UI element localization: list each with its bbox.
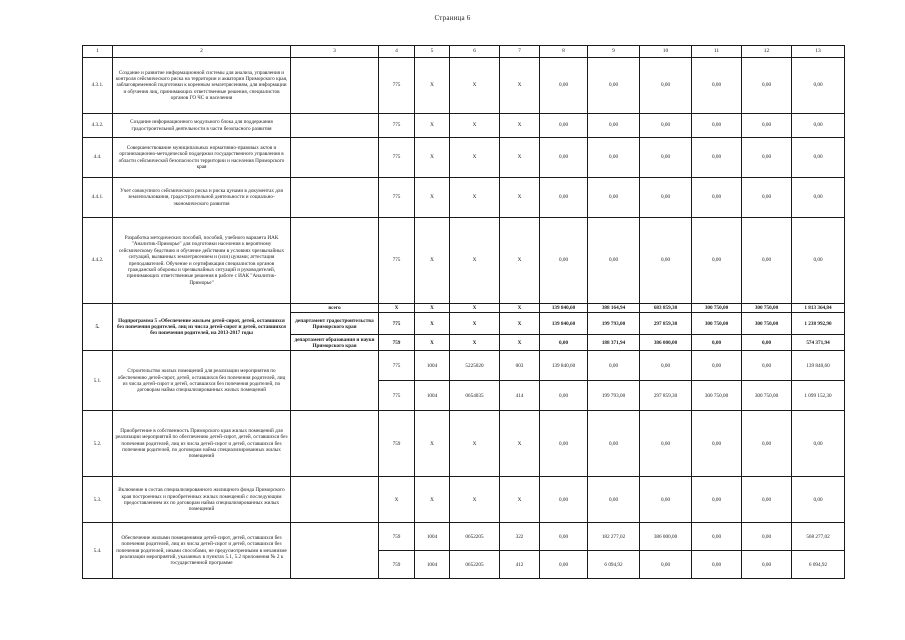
row-description: Создание информационного модульного блока для поддержания градостроительной деятельности в части безопасного развития bbox=[113, 114, 291, 138]
row-number: 5.1. bbox=[83, 351, 113, 411]
cell-c4: 759 bbox=[379, 411, 415, 477]
cell-c5: 1004 bbox=[415, 351, 450, 381]
table-row bbox=[83, 58, 845, 114]
cell-c6: X bbox=[450, 335, 500, 351]
row-description: Обеспечение жилыми помещениями детей-сирот, детей, оставшихся без попечения родителей, лиц из числа детей-сирот и детей, оставшихся без попечения родителей, иными способами, не предусмотренными в механизме реализации мероприятий, указанных в пунктах 5.1, 5.2 приложения № 2 к государственной программе bbox=[113, 523, 291, 579]
cell-c7: X bbox=[500, 304, 540, 313]
header-cell: 10 bbox=[640, 46, 692, 58]
cell-c12: 0,00 bbox=[742, 114, 792, 138]
cell-c5: X bbox=[415, 335, 450, 351]
cell-c11: 0,00 bbox=[692, 477, 742, 523]
cell-c11: 300 750,00 bbox=[692, 381, 742, 411]
cell-c7: X bbox=[500, 58, 540, 114]
row-number: 5.2. bbox=[83, 411, 113, 477]
executor-cell bbox=[291, 523, 379, 579]
cell-c8: 0,00 bbox=[540, 551, 588, 579]
executor-cell bbox=[291, 477, 379, 523]
cell-c12: 0,00 bbox=[742, 523, 792, 551]
cell-c8: 0,00 bbox=[540, 218, 588, 304]
cell-c11: 0,00 bbox=[692, 114, 742, 138]
cell-c13: 6 094,92 bbox=[792, 551, 845, 579]
row-number: 5. bbox=[83, 304, 113, 351]
cell-c6: X bbox=[450, 218, 500, 304]
cell-c10: 0,00 bbox=[640, 218, 692, 304]
row-number: 5.3. bbox=[83, 477, 113, 523]
executor-cell bbox=[291, 58, 379, 114]
cell-c13: 0,00 bbox=[792, 411, 845, 477]
cell-c4: 759 bbox=[379, 551, 415, 579]
cell-c12: 300 750,00 bbox=[742, 304, 792, 313]
cell-c10: 386 000,00 bbox=[640, 335, 692, 351]
cell-c8: 0,00 bbox=[540, 523, 588, 551]
cell-c5: X bbox=[415, 304, 450, 313]
page-title: Страница 6 bbox=[434, 14, 471, 22]
cell-c11: 0,00 bbox=[692, 138, 742, 178]
cell-c9: 188 371,94 bbox=[588, 335, 640, 351]
header-cell: 8 bbox=[540, 46, 588, 58]
cell-c7: 412 bbox=[500, 551, 540, 579]
cell-c4: 775 bbox=[379, 381, 415, 411]
cell-c8: 0,00 bbox=[540, 381, 588, 411]
cell-c5: 1004 bbox=[415, 523, 450, 551]
cell-c11: 0,00 bbox=[692, 351, 742, 381]
row-description: Включение в состав специализированного жилищного фонда Приморского края построенных и приобретенных жилых помещений с последующим предоставлением их по договорам найма специализированных жилых помещений bbox=[113, 477, 291, 523]
table-row bbox=[83, 114, 845, 138]
table-row bbox=[83, 523, 845, 551]
header-cell: 1 bbox=[83, 46, 113, 58]
cell-c7: 414 bbox=[500, 381, 540, 411]
cell-c12: 0,00 bbox=[742, 335, 792, 351]
row-description: Строительство жилых помещений для реализации мероприятия по обеспечению детей-сирот, детей, оставшихся без попечения родителей, лиц из числа детей-сирот и детей, оставшихся без попечения родителей, по договорам найма специализированных жилых помещений bbox=[113, 351, 291, 411]
cell-c9: 388 164,94 bbox=[588, 304, 640, 313]
cell-c7: X bbox=[500, 178, 540, 218]
cell-c7: X bbox=[500, 313, 540, 335]
executor-cell bbox=[291, 411, 379, 477]
cell-c9: 0,00 bbox=[588, 351, 640, 381]
cell-c10: 0,00 bbox=[640, 351, 692, 381]
cell-c6: X bbox=[450, 313, 500, 335]
cell-c12: 0,00 bbox=[742, 58, 792, 114]
cell-c7: X bbox=[500, 114, 540, 138]
cell-c4: 775 bbox=[379, 114, 415, 138]
cell-c9: 0,00 bbox=[588, 58, 640, 114]
cell-c11: 0,00 bbox=[692, 335, 742, 351]
cell-c12: 0,00 bbox=[742, 551, 792, 579]
row-description: Создание и развитие информационной системы для анализа, управления и контроля сейсмического риска на территории и акватории Приморского края, заблаговременной подготовки к коренным землетрясениям, для информации и обучения лиц, принимающих ответственные решения, специалистов органов ГО ЧС и населения bbox=[113, 58, 291, 114]
cell-c4: 775 bbox=[379, 351, 415, 381]
cell-c6: X bbox=[450, 138, 500, 178]
cell-c13: 139 840,60 bbox=[792, 351, 845, 381]
program-table bbox=[82, 45, 845, 579]
cell-c6: X bbox=[450, 411, 500, 477]
header-cell: 9 bbox=[588, 46, 640, 58]
executor-cell: всего bbox=[291, 304, 379, 313]
cell-c7: X bbox=[500, 477, 540, 523]
cell-c8: 0,00 bbox=[540, 58, 588, 114]
cell-c4: 775 bbox=[379, 178, 415, 218]
cell-c9: 0,00 bbox=[588, 477, 640, 523]
cell-c10: 386 000,00 bbox=[640, 523, 692, 551]
cell-c5: X bbox=[415, 411, 450, 477]
header-cell: 3 bbox=[291, 46, 379, 58]
cell-c7: X bbox=[500, 138, 540, 178]
executor-cell: департамент образования и науки Приморского края bbox=[291, 335, 379, 351]
cell-c10: 0,00 bbox=[640, 477, 692, 523]
cell-c12: 300 750,00 bbox=[742, 313, 792, 335]
table-row bbox=[83, 138, 845, 178]
cell-c5: X bbox=[415, 138, 450, 178]
cell-c6: X bbox=[450, 477, 500, 523]
cell-c13: 574 371,94 bbox=[792, 335, 845, 351]
cell-c6: X bbox=[450, 178, 500, 218]
cell-c13: 0,00 bbox=[792, 114, 845, 138]
row-description: Приобретение в собственность Приморского края жилых помещений для реализации мероприятий по обеспечению детей-сирот, детей, оставшихся без попечения родителей, лиц из числа детей-сирот и детей, оставшихся без попечения родителей, по договорам найма специализированных жилых помещений bbox=[113, 411, 291, 477]
cell-c5: X bbox=[415, 178, 450, 218]
cell-c10: 683 859,30 bbox=[640, 304, 692, 313]
cell-c7: 322 bbox=[500, 523, 540, 551]
cell-c6: X bbox=[450, 114, 500, 138]
row-number: 4.3.2. bbox=[83, 114, 113, 138]
cell-c8: 0,00 bbox=[540, 178, 588, 218]
cell-c9: 0,00 bbox=[588, 218, 640, 304]
cell-c5: X bbox=[415, 58, 450, 114]
executor-cell bbox=[291, 114, 379, 138]
cell-c8: 139 840,60 bbox=[540, 304, 588, 313]
header-cell: 7 bbox=[500, 46, 540, 58]
cell-c9: 0,00 bbox=[588, 138, 640, 178]
cell-c13: 1 238 992,90 bbox=[792, 313, 845, 335]
cell-c4: 759 bbox=[379, 335, 415, 351]
cell-c13: 1 813 364,84 bbox=[792, 304, 845, 313]
cell-c10: 0,00 bbox=[640, 411, 692, 477]
cell-c12: 0,00 bbox=[742, 477, 792, 523]
cell-c9: 199 793,00 bbox=[588, 313, 640, 335]
cell-c10: 0,00 bbox=[640, 114, 692, 138]
row-number: 4.4.2. bbox=[83, 218, 113, 304]
cell-c9: 0,00 bbox=[588, 411, 640, 477]
cell-c11: 0,00 bbox=[692, 218, 742, 304]
cell-c6: 5225020 bbox=[450, 351, 500, 381]
cell-c6: 0654035 bbox=[450, 381, 500, 411]
executor-cell: департамент градостроительства Приморского края bbox=[291, 313, 379, 335]
cell-c13: 0,00 bbox=[792, 178, 845, 218]
cell-c10: 0,00 bbox=[640, 138, 692, 178]
executor-cell bbox=[291, 218, 379, 304]
header-cell: 12 bbox=[742, 46, 792, 58]
cell-c4: 775 bbox=[379, 313, 415, 335]
cell-c8: 0,00 bbox=[540, 335, 588, 351]
cell-c12: 0,00 bbox=[742, 411, 792, 477]
cell-c12: 0,00 bbox=[742, 351, 792, 381]
table-row bbox=[83, 351, 845, 381]
cell-c9: 182 277,02 bbox=[588, 523, 640, 551]
cell-c8: 139 840,60 bbox=[540, 351, 588, 381]
header-cell: 2 bbox=[113, 46, 291, 58]
cell-c11: 0,00 bbox=[692, 178, 742, 218]
cell-c9: 6 094,92 bbox=[588, 551, 640, 579]
table-row bbox=[83, 411, 845, 477]
cell-c4: 775 bbox=[379, 58, 415, 114]
row-description: Учет совокупного сейсмического риска и риска цунами в документах для землепользования, градостроительной деятельности и социально-экономического развития bbox=[113, 178, 291, 218]
header-cell: 13 bbox=[792, 46, 845, 58]
table-row bbox=[83, 178, 845, 218]
cell-c6: 0652205 bbox=[450, 551, 500, 579]
table-row bbox=[83, 477, 845, 523]
cell-c6: X bbox=[450, 304, 500, 313]
cell-c4: 775 bbox=[379, 138, 415, 178]
cell-c9: 199 793,00 bbox=[588, 381, 640, 411]
header-cell: 11 bbox=[692, 46, 742, 58]
cell-c10: 297 859,30 bbox=[640, 313, 692, 335]
cell-c8: 0,00 bbox=[540, 138, 588, 178]
cell-c6: 0652205 bbox=[450, 523, 500, 551]
executor-cell bbox=[291, 178, 379, 218]
cell-c4: X bbox=[379, 477, 415, 523]
row-number: 5.4. bbox=[83, 523, 113, 579]
cell-c11: 0,00 bbox=[692, 551, 742, 579]
cell-c11: 0,00 bbox=[692, 411, 742, 477]
cell-c13: 568 277,02 bbox=[792, 523, 845, 551]
header-cell: 6 bbox=[450, 46, 500, 58]
row-description: Совершенствование муниципальных нормативно-правовых актов и организационно-методической поддержки государственного управления в области сейсмической безопасности территории и населения Приморского края bbox=[113, 138, 291, 178]
row-number: 4.4. bbox=[83, 138, 113, 178]
cell-c5: X bbox=[415, 477, 450, 523]
cell-c7: X bbox=[500, 218, 540, 304]
header-cell: 4 bbox=[379, 46, 415, 58]
cell-c13: 0,00 bbox=[792, 218, 845, 304]
executor-cell bbox=[291, 138, 379, 178]
executor-cell bbox=[291, 351, 379, 411]
cell-c12: 0,00 bbox=[742, 178, 792, 218]
cell-c13: 0,00 bbox=[792, 138, 845, 178]
cell-c12: 0,00 bbox=[742, 218, 792, 304]
cell-c5: X bbox=[415, 218, 450, 304]
cell-c8: 0,00 bbox=[540, 114, 588, 138]
cell-c11: 300 750,00 bbox=[692, 313, 742, 335]
cell-c7: X bbox=[500, 411, 540, 477]
cell-c8: 139 840,60 bbox=[540, 313, 588, 335]
cell-c5: 1004 bbox=[415, 551, 450, 579]
row-description: Подпрограмма 5 «Обеспечение жильем детей-сирот, детей, оставшихся без попечения родителей, лиц из числа детей-сирот и детей, оставшихся без попечения родителей, на 2013-2017 годы bbox=[113, 304, 291, 351]
cell-c12: 300 750,00 bbox=[742, 381, 792, 411]
cell-c8: 0,00 bbox=[540, 411, 588, 477]
cell-c5: X bbox=[415, 313, 450, 335]
cell-c10: 0,00 bbox=[640, 178, 692, 218]
cell-c4: X bbox=[379, 304, 415, 313]
row-description: Разработка методических пособий, пособий, учебного варианта ИАК "Аналитик-Приморье" для подготовки населения к вероятному сейсмическому бедствию и обучение действиям в условиях чрезвычайных ситуаций, вызванных землетрясением и (или) цунами; аттестация преподавателей. Обучение и сертификация специалистов органов гражданской обороны и чрезвычайных ситуаций и руководителей, принимающих ответственные решения в работе с ИАК "Аналитик-Приморье" bbox=[113, 218, 291, 304]
cell-c10: 0,00 bbox=[640, 58, 692, 114]
cell-c5: X bbox=[415, 114, 450, 138]
header-row bbox=[83, 46, 845, 58]
cell-c4: 775 bbox=[379, 218, 415, 304]
cell-c12: 0,00 bbox=[742, 138, 792, 178]
cell-c13: 0,00 bbox=[792, 477, 845, 523]
cell-c11: 0,00 bbox=[692, 58, 742, 114]
cell-c7: 003 bbox=[500, 351, 540, 381]
row-number: 4.3.1. bbox=[83, 58, 113, 114]
cell-c11: 300 750,00 bbox=[692, 304, 742, 313]
cell-c10: 0,00 bbox=[640, 551, 692, 579]
table-row bbox=[83, 304, 845, 313]
row-number: 4.4.1. bbox=[83, 178, 113, 218]
cell-c7: X bbox=[500, 335, 540, 351]
table-row bbox=[83, 218, 845, 304]
cell-c5: 1004 bbox=[415, 381, 450, 411]
cell-c13: 0,00 bbox=[792, 58, 845, 114]
header-cell: 5 bbox=[415, 46, 450, 58]
cell-c8: 0,00 bbox=[540, 477, 588, 523]
cell-c13: 1 099 152,30 bbox=[792, 381, 845, 411]
cell-c4: 759 bbox=[379, 523, 415, 551]
cell-c10: 297 859,30 bbox=[640, 381, 692, 411]
cell-c6: X bbox=[450, 58, 500, 114]
cell-c11: 0,00 bbox=[692, 523, 742, 551]
cell-c9: 0,00 bbox=[588, 114, 640, 138]
cell-c9: 0,00 bbox=[588, 178, 640, 218]
